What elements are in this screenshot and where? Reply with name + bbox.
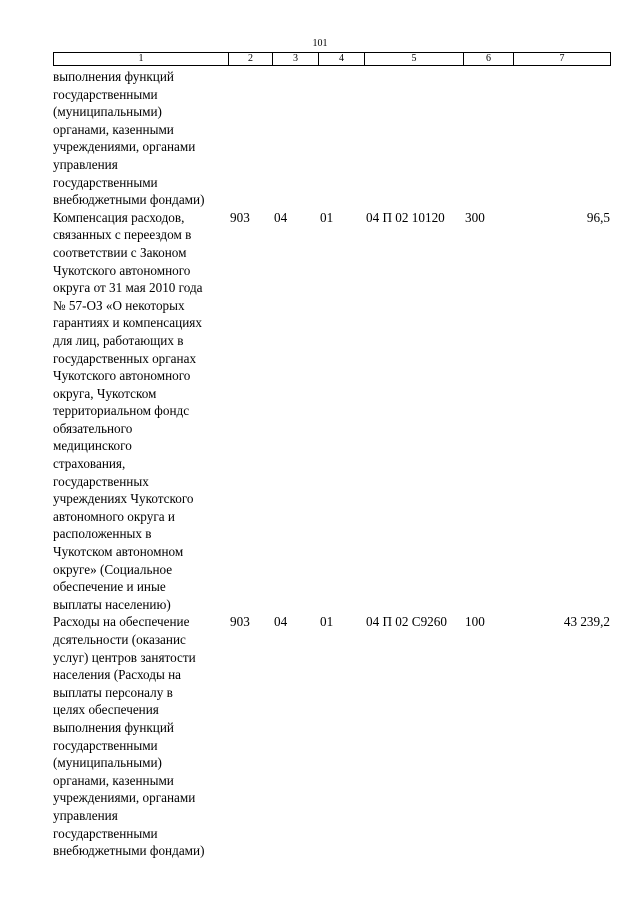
description-line: Чукотском автономном bbox=[53, 544, 184, 560]
description-line: государственными bbox=[53, 86, 158, 102]
description-line: населения (Расходы на bbox=[53, 667, 182, 683]
section-code-cell: 04 bbox=[274, 614, 288, 630]
description-line: Расходы на обеспечение bbox=[53, 614, 190, 630]
description-line: целях обеспечения bbox=[53, 702, 159, 718]
description-line: выполнения функций bbox=[53, 719, 174, 735]
description-line: управления bbox=[53, 156, 118, 172]
column-number: 7 bbox=[514, 53, 611, 66]
description-line: обеспечение и иные bbox=[53, 579, 166, 595]
description-line: обязательного bbox=[53, 420, 133, 436]
description-line: государственных bbox=[53, 473, 149, 489]
description-line: услуг) центров занятости bbox=[53, 649, 196, 665]
description-line: для лиц, работающих в bbox=[53, 332, 184, 348]
subsection-code-cell: 01 bbox=[320, 614, 334, 630]
target-article-cell: 04 П 02 10120 bbox=[366, 209, 445, 225]
description-line: соответствии с Законом bbox=[53, 244, 187, 260]
description-line: округа от 31 мая 2010 года bbox=[53, 280, 203, 296]
target-article-cell bbox=[364, 68, 463, 209]
amount-cell bbox=[513, 68, 610, 209]
column-number: 3 bbox=[273, 53, 319, 66]
page-number: 101 bbox=[312, 38, 328, 49]
gr-code-cell: 903 bbox=[230, 614, 250, 630]
budget-table bbox=[53, 68, 610, 860]
description-line: государственных органах bbox=[53, 350, 197, 366]
table-row bbox=[53, 68, 610, 209]
description-line: государственными bbox=[53, 825, 158, 841]
column-number-row bbox=[54, 53, 611, 66]
section-code-cell bbox=[272, 68, 318, 209]
column-number: 4 bbox=[319, 53, 365, 66]
description-cell bbox=[53, 209, 228, 614]
target-article-cell: 04 П 02 С9260 bbox=[366, 614, 447, 630]
description-line: учреждениями, органами bbox=[53, 790, 196, 806]
amount-cell: 43 239,2 bbox=[563, 614, 610, 630]
description-line: округе» (Социальное bbox=[53, 561, 173, 577]
expense-type-cell bbox=[463, 68, 513, 209]
description-line: внебюджетными фондами) bbox=[53, 843, 205, 859]
amount-cell: 96,5 bbox=[586, 209, 610, 225]
description-line: территориальном фондс bbox=[53, 403, 190, 419]
description-line: страхования, bbox=[53, 456, 126, 472]
description-line: Компенсация расходов, bbox=[53, 209, 185, 225]
description-line: государственными bbox=[53, 174, 158, 190]
description-line: учреждениях Чукотского bbox=[53, 491, 194, 507]
description-line: Чукотского автономного bbox=[53, 368, 191, 384]
description-line: (муниципальными) bbox=[53, 755, 162, 771]
column-number: 5 bbox=[365, 53, 464, 66]
description-line: выполнения функций bbox=[53, 69, 174, 84]
gr-code-cell: 903 bbox=[230, 209, 250, 225]
table-row bbox=[53, 613, 610, 859]
description-line: расположенных в bbox=[53, 526, 152, 542]
subsection-code-cell: 01 bbox=[320, 209, 334, 225]
description-line: медицинского bbox=[53, 438, 132, 454]
column-number: 2 bbox=[229, 53, 273, 66]
gr-code-cell bbox=[228, 68, 272, 209]
subsection-code-cell bbox=[318, 68, 364, 209]
description-line: управления bbox=[53, 807, 118, 823]
column-number: 1 bbox=[54, 53, 229, 66]
description-line: автономного округа и bbox=[53, 508, 175, 524]
description-line: органами, казенными bbox=[53, 772, 174, 788]
description-line: учреждениями, органами bbox=[53, 139, 196, 155]
description-line: округа, Чукотском bbox=[53, 385, 157, 401]
description-line: внебюджетными фондами) bbox=[53, 192, 205, 208]
column-number: 6 bbox=[464, 53, 514, 66]
table-row bbox=[53, 209, 610, 614]
description-cell bbox=[53, 613, 228, 859]
expense-type-cell: 300 bbox=[465, 209, 485, 225]
description-line: (муниципальными) bbox=[53, 104, 162, 120]
description-line: № 57-ОЗ «О некоторых bbox=[53, 297, 185, 313]
description-line: государственными bbox=[53, 737, 158, 753]
description-line: связанных с переездом в bbox=[53, 227, 192, 243]
description-line: дсятельности (оказанис bbox=[53, 632, 186, 647]
expense-type-cell: 100 bbox=[465, 614, 485, 630]
description-cell bbox=[53, 68, 228, 209]
description-line: органами, казенными bbox=[53, 121, 174, 137]
column-header-table bbox=[53, 52, 611, 66]
description-line: выплаты населению) bbox=[53, 596, 171, 612]
description-line: Чукотского автономного bbox=[53, 262, 191, 278]
description-line: выплаты персоналу в bbox=[53, 684, 173, 700]
section-code-cell: 04 bbox=[274, 209, 288, 225]
description-line: гарантиях и компенсациях bbox=[53, 315, 202, 331]
